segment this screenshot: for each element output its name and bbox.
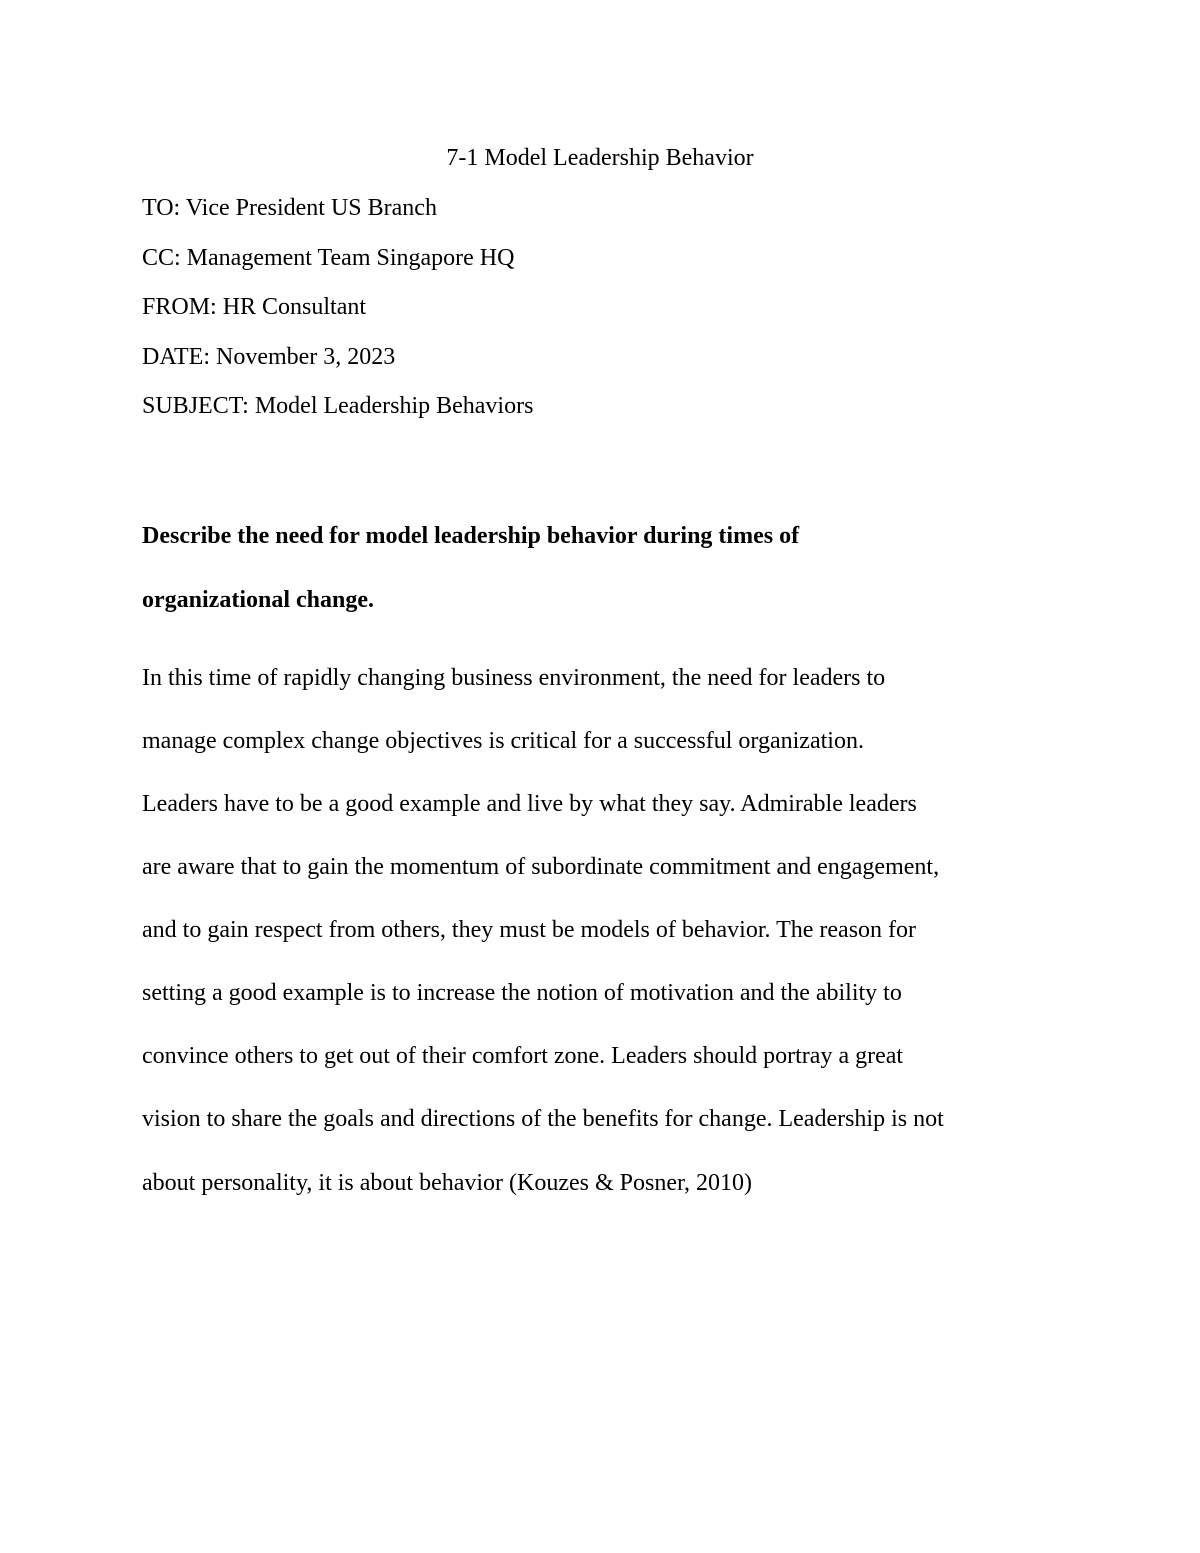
body-text-line: vision to share the goals and directions of the benefits for change. Leadership is not [142,1106,944,1132]
body-text-line: In this time of rapidly changing business environment, the need for leaders to [142,665,886,691]
body-text-line: convince others to get out of their comfort zone. Leaders should portray a great [142,1043,904,1069]
memo-subject: SUBJECT: Model Leadership Behaviors [142,393,534,419]
body-text-line: Leaders have to be a good example and live by what they say. Admirable leaders [142,791,917,817]
body-text-line: and to gain respect from others, they must be models of behavior. The reason for [142,917,917,943]
memo-from: FROM: HR Consultant [142,294,367,320]
document-title: 7-1 Model Leadership Behavior [446,145,754,171]
section-heading-line: Describe the need for model leadership behavior during times of [142,523,800,549]
memo-date: DATE: November 3, 2023 [142,344,396,370]
body-text-line: manage complex change objectives is critical for a successful organization. [142,728,864,754]
section-heading-line: organizational change. [142,587,374,613]
memo-to: TO: Vice President US Branch [142,195,437,221]
memo-cc: CC: Management Team Singapore HQ [142,245,515,271]
body-text-line: setting a good example is to increase the notion of motivation and the ability to [142,980,902,1006]
body-text-line: are aware that to gain the momentum of subordinate commitment and engagement, [142,854,940,880]
body-text-line: about personality, it is about behavior (Kouzes & Posner, 2010) [142,1170,753,1196]
